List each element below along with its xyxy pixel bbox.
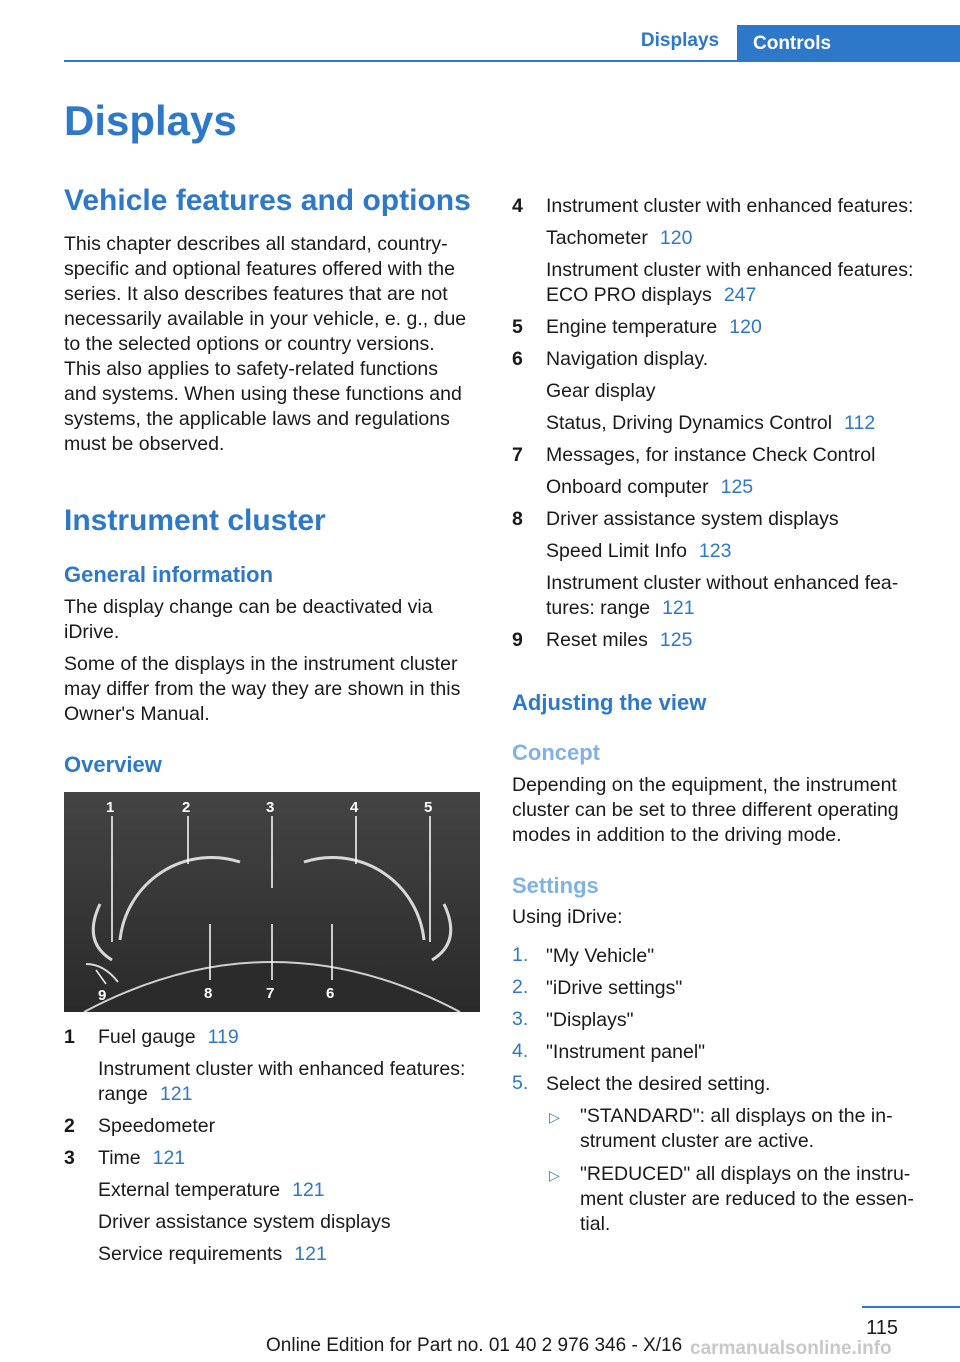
paragraph-line: may differ from the way they are shown in this: [64, 678, 461, 700]
figure-label-7: 7: [266, 985, 275, 1002]
bullet-standard: [580, 1104, 940, 1154]
header-rule: [64, 60, 960, 62]
legend-text: Speedometer: [98, 1115, 216, 1137]
page-reference-link[interactable]: 123: [698, 540, 732, 562]
legend-text: Gear display: [546, 380, 656, 402]
paragraph-line: cluster can be set to three different operating: [512, 799, 899, 821]
header-tab-controls[interactable]: Controls: [737, 25, 960, 62]
paragraph-line: must be observed.: [64, 433, 225, 455]
legend-text: Onboard computer: [546, 476, 709, 498]
figure-label-6: 6: [326, 985, 335, 1002]
legend-number: 6: [512, 348, 523, 370]
watermark: carmanualsonline.info: [690, 1338, 892, 1359]
page-title: Displays: [64, 97, 237, 144]
figure-label-5: 5: [424, 799, 433, 816]
paragraph-line: necessarily available in your vehicle, e. g., due: [64, 308, 467, 330]
heading-adjusting-view: Adjusting the view: [512, 690, 707, 715]
paragraph-line: systems, the applicable laws and regulations: [64, 408, 450, 430]
page-reference-link[interactable]: 125: [720, 476, 754, 498]
legend-number: 7: [512, 444, 523, 466]
step-my-vehicle: "My Vehicle": [546, 945, 655, 967]
figure-label-8: 8: [204, 985, 213, 1002]
page-reference-link[interactable]: 119: [207, 1026, 239, 1048]
step-instrument-panel: "Instrument panel": [546, 1041, 706, 1063]
page-number: 115: [866, 1317, 898, 1339]
legend-number: 1: [64, 1026, 75, 1048]
paragraph-line: This chapter describes all standard, country-: [64, 233, 448, 255]
page-reference-link[interactable]: 121: [294, 1243, 327, 1265]
step-number: 4.: [512, 1040, 529, 1062]
paragraph-line: The display change can be deactivated via: [64, 596, 433, 618]
legend-text: Status, Driving Dynamics Control: [546, 412, 833, 434]
bullet-line: tial.: [580, 1213, 611, 1235]
legend-text: Instrument cluster with enhanced features:: [546, 259, 914, 281]
legend-text: Navigation display.: [546, 348, 709, 370]
concept-paragraph: [512, 773, 942, 848]
legend-text: Time: [98, 1147, 141, 1169]
figure-label-4: 4: [350, 799, 359, 816]
paragraph-line: modes in addition to the driving mode.: [512, 824, 842, 846]
legend-text: Fuel gauge: [98, 1026, 196, 1048]
heading-concept: Concept: [512, 740, 600, 765]
paragraph-line: and systems. When using these functions and: [64, 383, 462, 405]
paragraph-line: Some of the displays in the instrument cluster: [64, 653, 458, 675]
heading-general-information: General information: [64, 562, 274, 587]
bullet-line: "STANDARD": all displays on the in-: [580, 1105, 893, 1127]
legend-text: External temperature: [98, 1179, 281, 1201]
step-number: 5.: [512, 1072, 529, 1094]
page-reference-link[interactable]: 112: [844, 412, 876, 434]
bullet-line: "REDUCED" all displays on the instru-: [580, 1163, 911, 1185]
legend-text: Engine temperature: [546, 316, 718, 338]
legend-number: 4: [512, 195, 523, 217]
figure-label-3: 3: [266, 799, 275, 816]
figure-label-9: 9: [98, 987, 107, 1004]
paragraph-line: Owner's Manual.: [64, 703, 210, 725]
general-info-paragraph-1: [64, 595, 484, 645]
bullet-triangle-icon: ▷: [549, 1167, 560, 1183]
legend-number: 8: [512, 508, 523, 530]
footer-rule: [862, 1306, 960, 1308]
paragraph-line: This also applies to safety-related functions: [64, 358, 438, 380]
page-reference-link[interactable]: 120: [659, 227, 693, 249]
page-reference-link[interactable]: 121: [292, 1179, 325, 1201]
general-info-paragraph-2: [64, 652, 484, 727]
figure-label-1: 1: [106, 799, 115, 816]
legend-number: 9: [512, 629, 523, 651]
figure-label-2: 2: [182, 799, 191, 816]
step-idrive-settings: "iDrive settings": [546, 977, 683, 999]
legend-text: Instrument cluster with enhanced features:: [546, 195, 914, 217]
heading-instrument-cluster: Instrument cluster: [64, 504, 326, 537]
legend-text: Speed Limit Info: [546, 540, 687, 562]
page-reference-link[interactable]: 121: [662, 597, 695, 619]
page-reference-link[interactable]: 121: [152, 1147, 186, 1169]
step-number: 1.: [512, 944, 529, 966]
legend-text: range: [98, 1083, 148, 1105]
legend-text: Driver assistance system displays: [546, 508, 839, 530]
instrument-cluster-illustration: [64, 792, 480, 1012]
page-reference-link[interactable]: 121: [159, 1083, 193, 1105]
legend-text: Reset miles: [546, 629, 648, 651]
heading-settings: Settings: [512, 873, 599, 898]
step-select-setting: Select the desired setting.: [546, 1073, 771, 1095]
header-tab-displays[interactable]: Displays: [640, 30, 720, 51]
legend-text: Service requirements: [98, 1243, 283, 1265]
heading-vehicle-features: Vehicle features and options: [64, 184, 471, 217]
paragraph-line: series. It also describes features that are not: [64, 283, 448, 305]
instrument-cluster-figure: [64, 792, 480, 1012]
legend-number: 5: [512, 316, 523, 338]
paragraph-line: to the selected options or country versions.: [64, 333, 435, 355]
settings-intro: Using iDrive:: [512, 906, 623, 928]
heading-overview: Overview: [64, 752, 162, 777]
bullet-reduced: [580, 1162, 940, 1237]
step-displays: "Displays": [546, 1009, 634, 1031]
legend-text: ECO PRO displays: [546, 284, 712, 306]
paragraph-line: specific and optional features offered with the: [64, 258, 455, 280]
paragraph-line: Depending on the equipment, the instrument: [512, 774, 897, 796]
step-number: 2.: [512, 976, 529, 998]
footer-edition: Online Edition for Part no. 01 40 2 976 346 - X/16: [266, 1335, 683, 1356]
legend-text: Messages, for instance Check Control: [546, 444, 876, 466]
legend-text: Instrument cluster without enhanced fea-: [546, 572, 899, 594]
page-reference-link[interactable]: 125: [659, 629, 693, 651]
page-reference-link[interactable]: 247: [723, 284, 757, 306]
bullet-triangle-icon: ▷: [549, 1109, 560, 1125]
legend-number: 3: [64, 1147, 75, 1169]
bullet-line: ment cluster are reduced to the essen-: [580, 1188, 914, 1210]
legend-text: Tachometer: [546, 227, 648, 249]
page-reference-link[interactable]: 120: [729, 316, 762, 338]
bullet-line: strument cluster are active.: [580, 1130, 815, 1152]
step-number: 3.: [512, 1008, 529, 1030]
legend-text: Driver assistance system displays: [98, 1211, 391, 1233]
legend-text: tures: range: [546, 597, 651, 619]
legend-number: 2: [64, 1115, 75, 1137]
vehicle-features-paragraph: [64, 232, 484, 457]
paragraph-line: iDrive.: [64, 621, 120, 643]
legend-text: Instrument cluster with enhanced features:: [98, 1058, 466, 1080]
